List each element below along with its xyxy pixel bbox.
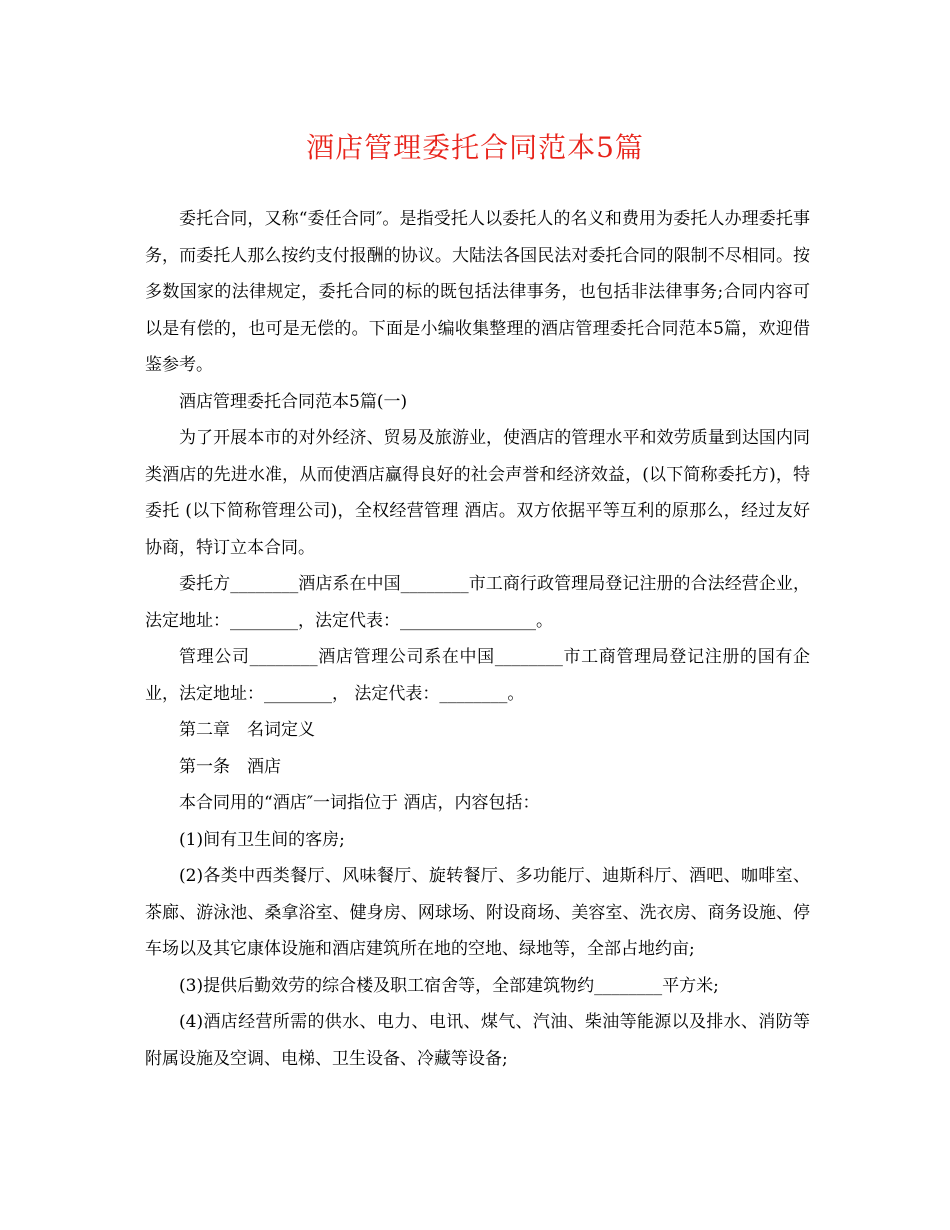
preamble-paragraph: 为了开展本市的对外经济、贸易及旅游业，使酒店的管理水平和效劳质量到达国内同类酒店的先进水准，从而使酒店赢得良好的社会声誉和经济效益，(以下简称委托方)，特委托 (以下简称管理公司)，全权经营管理 酒店。双方依据平等互利的原那么，经过友好协商，特订立本合同。 — [145, 428, 810, 558]
intro-paragraph: 委托合同，又称“委任合同″。是指受托人以委托人的名义和费用为委托人办理委托事务，而委托人那么按约支付报酬的协议。大陆法各国民法对委托合同的限制不尽相同。按多数国家的法律规定，委托合同的标的既包括法律事务，也包括非法律事务;合同内容可以是有偿的，也可是无偿的。下面是小编收集整理的酒店管理委托合同范本5篇，欢迎借鉴参考。 — [145, 209, 810, 375]
list-item: (2)各类中西类餐厅、风味餐厅、旋转餐厅、多功能厅、迪斯科厅、酒吧、咖啡室、茶廊、游泳池、桑拿浴室、健身房、网球场、附设商场、美容室、洗衣房、商务设施、停车场以及其它康体设施和酒店建筑所在地的空地、绿地等，全部占地约亩; — [145, 866, 810, 959]
section-heading: 酒店管理委托合同范本5篇(一) — [179, 391, 408, 412]
list-item: (1)间有卫生间的客房; — [179, 829, 345, 850]
chapter-heading: 第二章 名词定义 — [179, 720, 315, 740]
management-company-paragraph: 管理公司________酒店管理公司系在中国________市工商管理局登记注册的国有企业，法定地址：________， 法定代表：________。 — [145, 647, 810, 704]
document-title: 酒店管理委托合同范本5篇 — [306, 131, 644, 164]
list-item: (4)酒店经营所需的供水、电力、电讯、煤气、汽油、柴油等能源以及排水、消防等附属设施及空调、电梯、卫生设备、冷藏等设备; — [145, 1012, 810, 1069]
document-body — [145, 201, 810, 1077]
article-heading: 第一条 酒店 — [179, 756, 281, 777]
hotel-definition-paragraph: 本合同用的“酒店″一词指位于 酒店，内容包括： — [179, 793, 540, 813]
list-item: (3)提供后勤效劳的综合楼及职工宿舍等，全部建筑物约________平方米; — [179, 975, 719, 996]
principal-party-paragraph: 委托方________酒店系在中国________市工商行政管理局登记注册的合法经营企业，法定地址：________，法定代表：________________。 — [145, 574, 810, 631]
